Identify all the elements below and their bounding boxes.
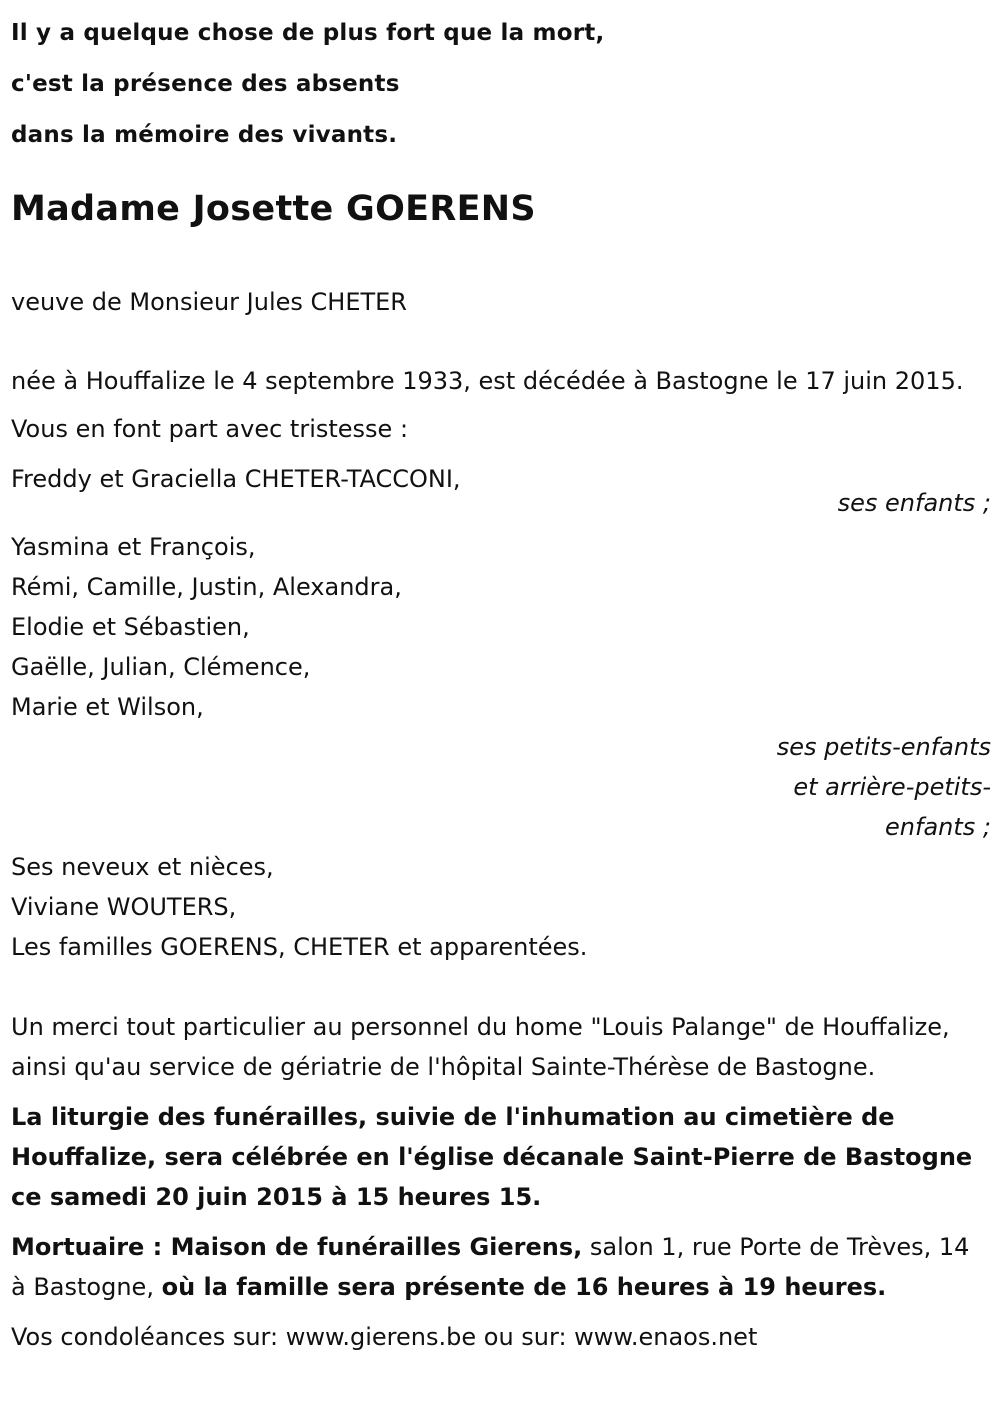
mortuary-label: Mortuaire : Maison de funérailles Gierens,: [11, 1233, 583, 1261]
grandchildren-role-line: et arrière-petits-: [793, 773, 991, 801]
deceased-name: Madame Josette GOERENS: [11, 189, 536, 229]
list-item: Marie et Wilson,: [11, 693, 204, 721]
mortuary-paragraph: [11, 1227, 991, 1307]
list-item: Gaëlle, Julian, Clémence,: [11, 653, 311, 681]
spouse-line: veuve de Monsieur Jules CHETER: [11, 288, 407, 316]
quote-line-1: Il y a quelque chose de plus fort que la mort,: [11, 20, 605, 46]
list-item: Ses neveux et nièces,: [11, 853, 274, 881]
birth-death-line: née à Houffalize le 4 septembre 1933, est décédée à Bastogne le 17 juin 2015.: [11, 367, 964, 395]
list-item: Les familles GOERENS, CHETER et apparentées.: [11, 933, 588, 961]
grandchildren-role: [11, 727, 991, 847]
announcement-intro: Vous en font part avec tristesse :: [11, 415, 409, 443]
condolences-line: Vos condoléances sur: www.gierens.be ou sur: www.enaos.net: [11, 1323, 758, 1351]
mortuary-hours: où la famille sera présente de 16 heures à 19 heures.: [161, 1273, 887, 1301]
thanks-paragraph: Un merci tout particulier au personnel du home "Louis Palange" de Houffalize, ainsi qu'au service de gériatrie de l'hôpital Sainte-Thérèse de Bastogne.: [11, 1013, 950, 1081]
list-item: Viviane WOUTERS,: [11, 893, 237, 921]
list-item: Yasmina et François,: [11, 533, 256, 561]
mortuary-address: salon 1, rue Porte de Trèves, 14 à Bastogne,: [11, 1233, 970, 1301]
obituary-notice: [11, 0, 991, 1357]
epigraph-quote: [11, 0, 991, 161]
grandchildren-list: [11, 527, 991, 727]
quote-line-2: c'est la présence des absents: [11, 71, 400, 97]
liturgy-paragraph: La liturgie des funérailles, suivie de l'inhumation au cimetière de Houffalize, sera célébrée en l'église décanale Saint-Pierre de Bastogne ce samedi 20 juin 2015 à 15 heures 15.: [11, 1103, 973, 1211]
quote-line-3: dans la mémoire des vivants.: [11, 122, 398, 148]
grandchildren-role-line: ses petits-enfants: [776, 733, 991, 761]
relatives-list: [11, 847, 991, 967]
grandchildren-role-line: enfants ;: [885, 813, 991, 841]
children-role: ses enfants ;: [837, 489, 991, 517]
list-item: Elodie et Sébastien,: [11, 613, 250, 641]
list-item: Rémi, Camille, Justin, Alexandra,: [11, 573, 402, 601]
children-names: Freddy et Graciella CHETER-TACCONI,: [11, 465, 461, 493]
